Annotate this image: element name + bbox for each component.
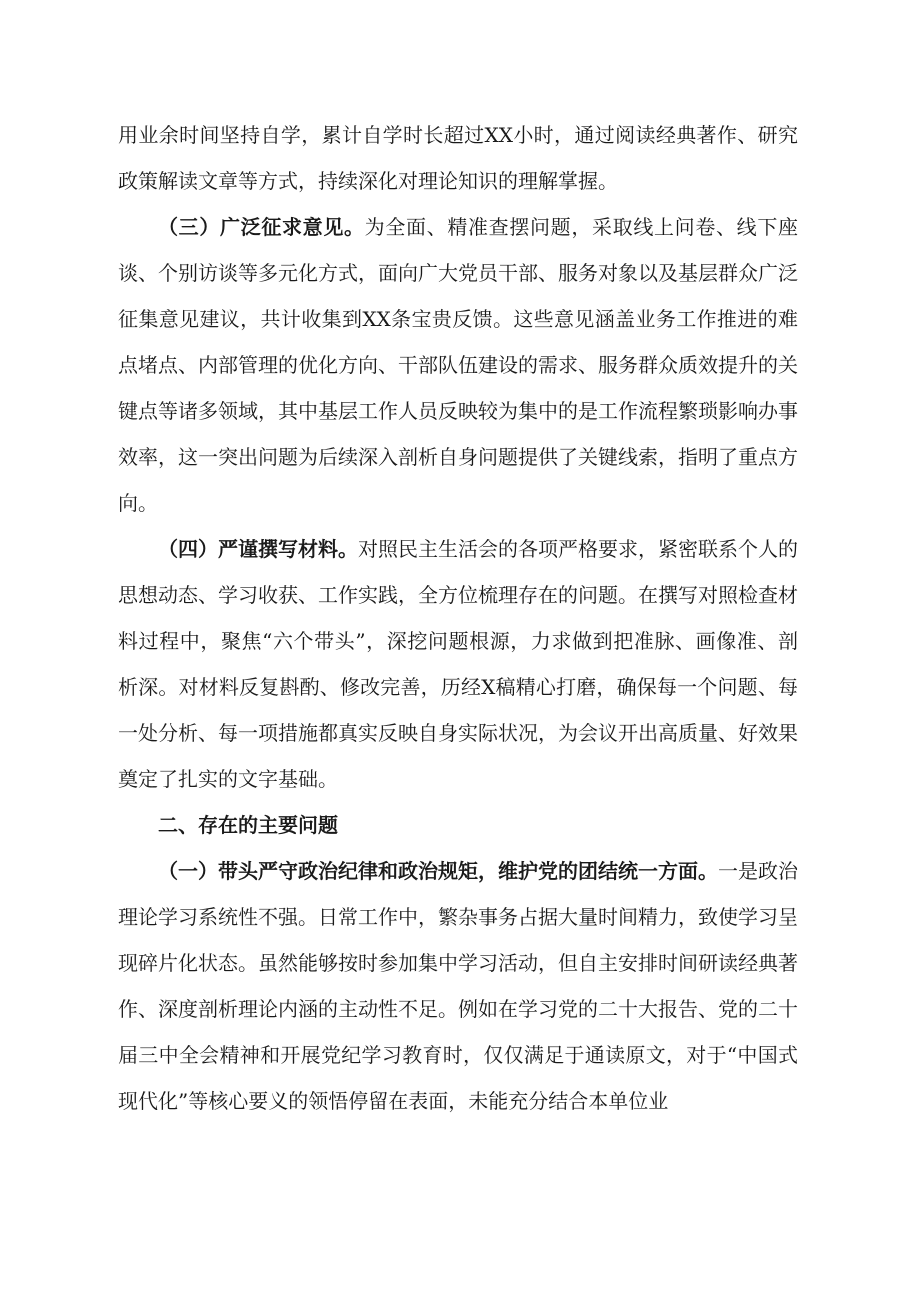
document-page [118,112,798,1124]
paragraph-solicit-opinions [118,204,798,526]
paragraph-write-materials [118,526,798,802]
paragraph-text: 一是政治理论学习系统性不强。日常工作中，繁杂事务占据大量时间精力，致使学习呈现碎片化状态。虽然能够按时参加集中学习活动，但自主安排时间研读经典著作、深度剖析理论内涵的主动性不足。例如在学习党的二十大报告、党的二十届三中全会精神和开展党纪学习教育时，仅仅满足于通读原文，对于“中国式现代化”等核心要义的领悟停留在表面，未能充分结合本单位业 [118,859,798,1113]
paragraph-lead: （一）带头严守政治纪律和政治规矩，维护党的团结统一方面。 [158,859,718,883]
paragraph-lead: （三）广泛征求意见。 [158,215,365,239]
paragraph-text: 用业余时间坚持自学，累计自学时长超过XX小时，通过阅读经典著作、研究政策解读文章等方式，持续深化对理论知识的理解掌握。 [118,123,798,193]
section-heading: 二、存在的主要问题 [158,813,338,837]
paragraph-continuation [118,112,798,204]
paragraph-political-discipline [118,848,798,1124]
paragraph-text: 为全面、精准查摆问题，采取线上问卷、线下座谈、个别访谈等多元化方式，面向广大党员干部、服务对象以及基层群众广泛征集意见建议，共计收集到XX条宝贵反馈。这些意见涵盖业务工作推进的难点堵点、内部管理的优化方向、干部队伍建设的需求、服务群众质效提升的关键点等诸多领域，其中基层工作人员反映较为集中的是工作流程繁琐影响办事效率，这一突出问题为后续深入剖析自身问题提供了关键线索，指明了重点方向。 [118,215,799,515]
paragraph-lead: （四）严谨撰写材料。 [158,537,358,561]
paragraph-text: 对照民主生活会的各项严格要求，紧密联系个人的思想动态、学习收获、工作实践，全方位梳理存在的问题。在撰写对照检查材料过程中，聚焦“六个带头”，深挖问题根源，力求做到把准脉、画像准、剖析深。对材料反复斟酌、修改完善，历经X稿精心打磨，确保每一个问题、每一处分析、每一项措施都真实反映自身实际状况，为会议开出高质量、好效果奠定了扎实的文字基础。 [118,537,798,791]
